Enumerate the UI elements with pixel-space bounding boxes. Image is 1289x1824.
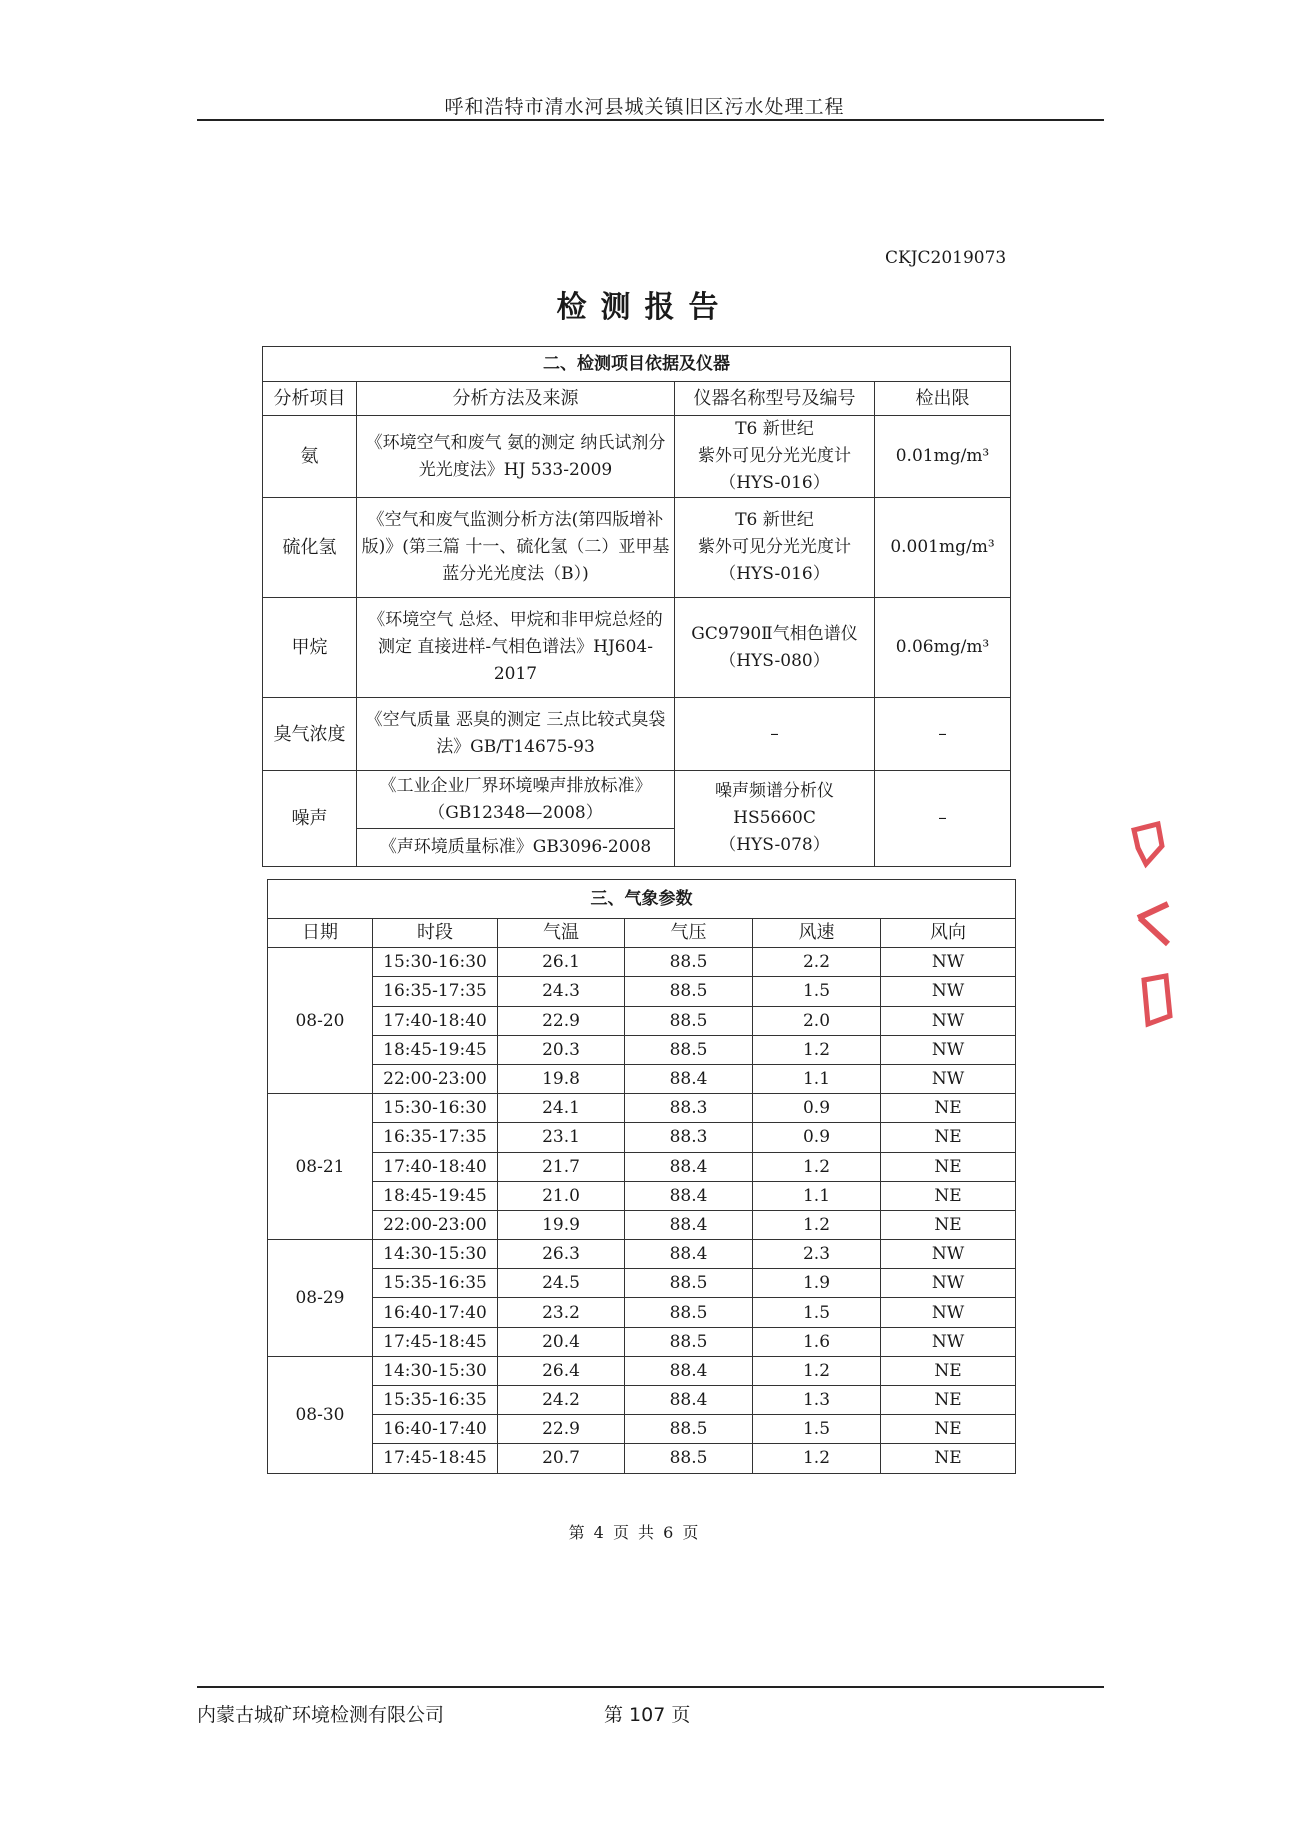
time-period: 14:30-15:30 — [373, 1356, 498, 1385]
pressure: 88.4 — [625, 1152, 753, 1181]
wind-direction: NW — [881, 1035, 1016, 1064]
temperature: 21.0 — [498, 1181, 625, 1210]
column-header: 气压 — [625, 919, 753, 948]
wind-speed: 1.1 — [753, 1181, 881, 1210]
section-3-title: 三、气象参数 — [268, 880, 1016, 919]
wind-speed: 0.9 — [753, 1123, 881, 1152]
instrument-line: 紫外可见分光光度计 — [698, 537, 851, 557]
analysis-row — [263, 598, 1011, 698]
wind-direction: NE — [881, 1210, 1016, 1239]
wind-speed: 1.2 — [753, 1356, 881, 1385]
temperature: 20.7 — [498, 1444, 625, 1473]
pressure: 88.4 — [625, 1064, 753, 1093]
analysis-method: 《空气和废气监测分析方法(第四版增补版)》(第三篇 十一、硫化氢（二）亚甲基蓝分光光度法（B）) — [357, 498, 675, 598]
column-header: 气温 — [498, 919, 625, 948]
detection-limit: 0.01mg/m³ — [875, 416, 1011, 498]
temperature: 22.9 — [498, 1415, 625, 1444]
instrument-line: （HYS-078） — [719, 835, 830, 855]
wind-speed: 1.2 — [753, 1152, 881, 1181]
pressure: 88.5 — [625, 1298, 753, 1327]
wind-direction: NE — [881, 1181, 1016, 1210]
weather-row — [268, 948, 1016, 977]
date-cell: 08-20 — [268, 948, 373, 1094]
time-period: 22:00-23:00 — [373, 1064, 498, 1093]
weather-row — [268, 1298, 1016, 1327]
instrument-line: 噪声频谱分析仪 HS5660C — [715, 781, 834, 828]
red-stamp-mark — [1128, 820, 1178, 1030]
pressure: 88.5 — [625, 1444, 753, 1473]
pressure: 88.3 — [625, 1123, 753, 1152]
analysis-instrument — [675, 416, 875, 498]
weather-row — [268, 1094, 1016, 1123]
column-header: 风向 — [881, 919, 1016, 948]
column-header: 检出限 — [875, 382, 1011, 416]
column-header: 分析项目 — [263, 382, 357, 416]
temperature: 24.1 — [498, 1094, 625, 1123]
time-period: 17:45-18:45 — [373, 1327, 498, 1356]
temperature: 24.3 — [498, 977, 625, 1006]
date-cell: 08-29 — [268, 1240, 373, 1357]
detection-limit: 0.06mg/m³ — [875, 598, 1011, 698]
pressure: 88.4 — [625, 1356, 753, 1385]
temperature: 19.8 — [498, 1064, 625, 1093]
analysis-basis-table — [262, 346, 1011, 867]
wind-direction: NE — [881, 1444, 1016, 1473]
wind-direction: NW — [881, 948, 1016, 977]
page-number: 第 4 页 共 6 页 — [568, 1523, 701, 1542]
wind-speed: 1.9 — [753, 1269, 881, 1298]
report-code: CKJC2019073 — [885, 248, 1007, 268]
temperature: 20.3 — [498, 1035, 625, 1064]
document-header-title: 呼和浩特市清水河县城关镇旧区污水处理工程 — [444, 96, 845, 118]
pressure: 88.5 — [625, 948, 753, 977]
analysis-item: 甲烷 — [263, 598, 357, 698]
time-period: 22:00-23:00 — [373, 1210, 498, 1239]
footer-company: 内蒙古城矿环境检测有限公司 — [197, 1704, 445, 1726]
time-period: 17:40-18:40 — [373, 1006, 498, 1035]
footer-page-number: 第 107 页 — [604, 1704, 691, 1726]
column-header: 时段 — [373, 919, 498, 948]
analysis-method: 《声环境质量标准》GB3096-2008 — [357, 829, 675, 867]
temperature: 26.1 — [498, 948, 625, 977]
time-period: 18:45-19:45 — [373, 1181, 498, 1210]
weather-row — [268, 1415, 1016, 1444]
time-period: 15:35-16:35 — [373, 1269, 498, 1298]
weather-row — [268, 1181, 1016, 1210]
time-period: 18:45-19:45 — [373, 1035, 498, 1064]
weather-row — [268, 1327, 1016, 1356]
pressure: 88.5 — [625, 1269, 753, 1298]
temperature: 24.5 — [498, 1269, 625, 1298]
wind-speed: 2.3 — [753, 1240, 881, 1269]
time-period: 14:30-15:30 — [373, 1240, 498, 1269]
pressure: 88.5 — [625, 1006, 753, 1035]
weather-row — [268, 1444, 1016, 1473]
pressure: 88.4 — [625, 1240, 753, 1269]
wind-speed: 1.2 — [753, 1210, 881, 1239]
column-header: 分析方法及来源 — [357, 382, 675, 416]
wind-direction: NW — [881, 1298, 1016, 1327]
pressure: 88.5 — [625, 1415, 753, 1444]
wind-speed: 1.5 — [753, 977, 881, 1006]
column-header: 日期 — [268, 919, 373, 948]
footer-rule — [197, 1686, 1104, 1688]
instrument-line: T6 新世纪 — [735, 419, 814, 439]
wind-speed: 0.9 — [753, 1094, 881, 1123]
temperature: 24.2 — [498, 1386, 625, 1415]
analysis-item: 臭气浓度 — [263, 698, 357, 771]
analysis-instrument — [675, 498, 875, 598]
time-period: 16:40-17:40 — [373, 1298, 498, 1327]
wind-direction: NW — [881, 1064, 1016, 1093]
wind-speed: 1.6 — [753, 1327, 881, 1356]
wind-direction: NE — [881, 1386, 1016, 1415]
column-header: 仪器名称型号及编号 — [675, 382, 875, 416]
pressure: 88.4 — [625, 1181, 753, 1210]
date-cell: 08-21 — [268, 1094, 373, 1240]
pressure: 88.4 — [625, 1386, 753, 1415]
wind-direction: NW — [881, 1269, 1016, 1298]
instrument-line: （HYS-016） — [719, 564, 830, 584]
weather-row — [268, 1269, 1016, 1298]
meteorological-table — [267, 879, 1016, 1474]
temperature: 22.9 — [498, 1006, 625, 1035]
temperature: 23.1 — [498, 1123, 625, 1152]
wind-speed: 2.0 — [753, 1006, 881, 1035]
wind-direction: NE — [881, 1094, 1016, 1123]
analysis-row — [263, 416, 1011, 498]
analysis-instrument — [675, 598, 875, 698]
analysis-instrument — [675, 698, 875, 771]
time-period: 15:30-16:30 — [373, 948, 498, 977]
wind-direction: NW — [881, 1327, 1016, 1356]
wind-speed: 2.2 — [753, 948, 881, 977]
weather-row — [268, 1356, 1016, 1385]
wind-direction: NE — [881, 1152, 1016, 1181]
analysis-row — [263, 498, 1011, 598]
column-header: 风速 — [753, 919, 881, 948]
wind-speed: 1.1 — [753, 1064, 881, 1093]
weather-row — [268, 977, 1016, 1006]
time-period: 15:30-16:30 — [373, 1094, 498, 1123]
weather-row — [268, 1064, 1016, 1093]
section-2-title: 二、检测项目依据及仪器 — [263, 347, 1011, 382]
wind-direction: NE — [881, 1356, 1016, 1385]
time-period: 16:40-17:40 — [373, 1415, 498, 1444]
pressure: 88.5 — [625, 1035, 753, 1064]
wind-direction: NW — [881, 977, 1016, 1006]
time-period: 17:45-18:45 — [373, 1444, 498, 1473]
temperature: 26.3 — [498, 1240, 625, 1269]
instrument-line: – — [770, 723, 779, 744]
weather-row — [268, 1210, 1016, 1239]
analysis-item: 硫化氢 — [263, 498, 357, 598]
pressure: 88.5 — [625, 1327, 753, 1356]
wind-speed: 1.2 — [753, 1035, 881, 1064]
weather-row — [268, 1386, 1016, 1415]
temperature: 23.2 — [498, 1298, 625, 1327]
wind-direction: NE — [881, 1415, 1016, 1444]
weather-row — [268, 1152, 1016, 1181]
weather-row — [268, 1240, 1016, 1269]
analysis-method: 《环境空气和废气 氨的测定 纳氏试剂分光光度法》HJ 533-2009 — [357, 416, 675, 498]
detection-limit: 0.001mg/m³ — [875, 498, 1011, 598]
pressure: 88.5 — [625, 977, 753, 1006]
analysis-method: 《工业企业厂界环境噪声排放标准》（GB12348—2008） — [357, 771, 675, 829]
wind-speed: 1.2 — [753, 1444, 881, 1473]
pressure: 88.4 — [625, 1210, 753, 1239]
wind-direction: NW — [881, 1240, 1016, 1269]
analysis-item: 氨 — [263, 416, 357, 498]
wind-speed: 1.5 — [753, 1298, 881, 1327]
analysis-method: 《空气质量 恶臭的测定 三点比较式臭袋法》GB/T14675-93 — [357, 698, 675, 771]
header-rule — [197, 119, 1104, 121]
temperature: 21.7 — [498, 1152, 625, 1181]
time-period: 17:40-18:40 — [373, 1152, 498, 1181]
detection-limit: – — [875, 698, 1011, 771]
date-cell: 08-30 — [268, 1356, 373, 1473]
instrument-line: 紫外可见分光光度计 — [698, 446, 851, 466]
weather-row — [268, 1035, 1016, 1064]
temperature: 20.4 — [498, 1327, 625, 1356]
analysis-row — [263, 698, 1011, 771]
wind-direction: NE — [881, 1123, 1016, 1152]
weather-row — [268, 1123, 1016, 1152]
weather-row — [268, 1006, 1016, 1035]
instrument-line: T6 新世纪 — [735, 510, 814, 530]
wind-direction: NW — [881, 1006, 1016, 1035]
instrument-line: （HYS-016） — [719, 473, 830, 493]
analysis-item: 噪声 — [263, 771, 357, 867]
temperature: 26.4 — [498, 1356, 625, 1385]
time-period: 15:35-16:35 — [373, 1386, 498, 1415]
pressure: 88.3 — [625, 1094, 753, 1123]
analysis-method: 《环境空气 总烃、甲烷和非甲烷总烃的测定 直接进样-气相色谱法》HJ604-2017 — [357, 598, 675, 698]
instrument-line: GC9790Ⅱ气相色谱仪 — [691, 623, 858, 644]
temperature: 19.9 — [498, 1210, 625, 1239]
instrument-line: （HYS-080） — [719, 650, 830, 671]
wind-speed: 1.5 — [753, 1415, 881, 1444]
detection-limit: – — [875, 771, 1011, 867]
time-period: 16:35-17:35 — [373, 1123, 498, 1152]
wind-speed: 1.3 — [753, 1386, 881, 1415]
time-period: 16:35-17:35 — [373, 977, 498, 1006]
analysis-instrument — [675, 771, 875, 867]
report-title: 检测报告 — [556, 290, 733, 325]
